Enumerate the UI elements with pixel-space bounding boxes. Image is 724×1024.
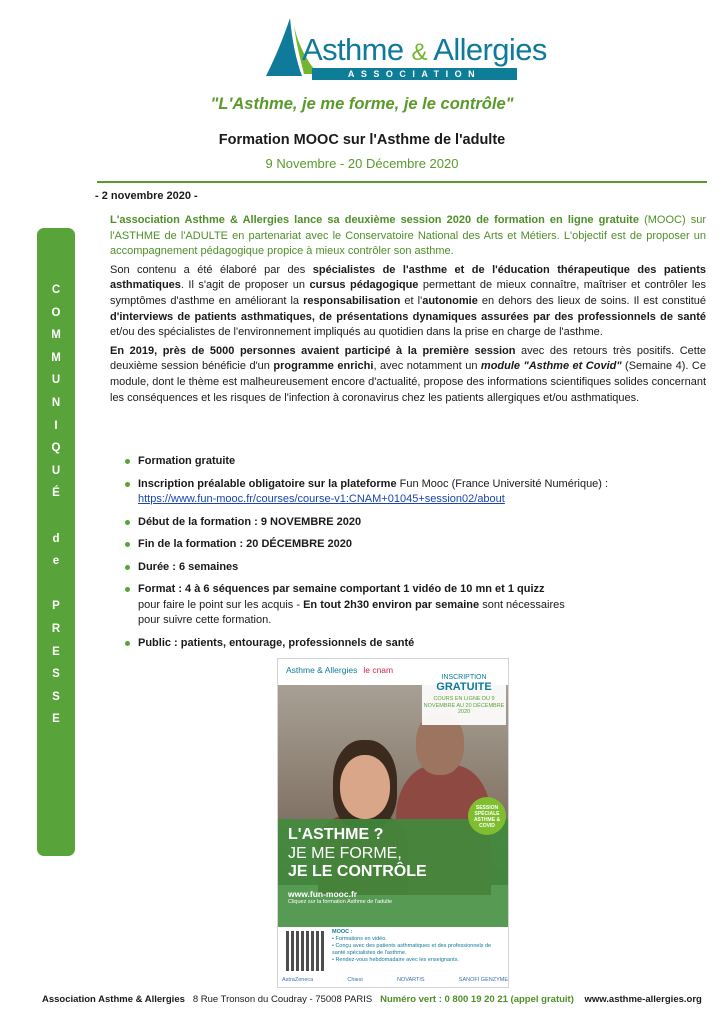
document-subtitle: Formation MOOC sur l'Asthme de l'adulte [218,132,506,148]
sidebar-letter: U [51,464,61,477]
sidebar-letter: S [52,668,60,681]
sidebar-letter: É [52,487,60,500]
page-footer: Association Asthme & Allergies 8 Rue Tronson du Coudray - 75008 PARIS Numéro vert : 0 800 19 20 21 (appel gratuit) www.asthme-allergies.org [42,994,702,1005]
content-paragraph: Son contenu a été élaboré par des spécialistes de l'asthme et de l'éducation thérapeutique des patients asthmatiques. Il s'agit de proposer un cursus pédagogique permettant de mieux connaître, maîtriser et contrôler les symptômes d'asthme en améliorant la responsabilisation et l'autonomie en dehors des lieux de soins. Il est constitué d'interviews de patients asthmatiques, de présentations dynamiques assurées par des professionnels de santé et/ou des spécialistes de l'environnement impliqués au quotidien dans la prise en charge de l'asthme. [110,263,706,339]
logo-name: Asthme & Allergies [302,32,547,67]
association-logo [262,16,547,84]
poster-registration-box: INSCRIPTION GRATUITE COURS EN LIGNE DU 9 NOVEMBRE AU 20 DÉCEMBRE 2020 [422,669,506,725]
list-item: Formation gratuite [125,454,710,470]
sidebar-letter: d [52,532,60,545]
course-dates: 9 Novembre - 20 Décembre 2020 [265,156,459,171]
sidebar-letter: M [51,351,61,364]
sidebar-letter: Q [51,442,61,455]
qr-code-icon [286,931,326,971]
sidebar-letter: E [52,713,60,726]
list-item: Format : 4 à 6 séquences par semaine comportant 1 vidéo de 10 mn et 1 quizz pour faire le point sur les acquis - En tout 2h30 environ par semaine sont nécessaires pour suivre cette formation. [125,582,710,629]
poster-partners: AstraZeneca Chiesi NOVARTIS SANOFI GENZYME [282,977,508,983]
course-details-list [125,454,710,658]
sidebar-letter: P [52,600,60,613]
session-paragraph: En 2019, près de 5000 personnes avaient participé à la première session avec des retours très positifs. Cette deuxième session bénéficie d'un programme enrichi, avec notamment un module "Asthme et Covid" (Semaine 4). Ce module, dont le thème est malheureusement encore d'actualité, propose des informations scientifiques solides concernant les conséquences et les risques de l'infection à coronavirus chez les patients allergiques et/ou asthmatiques. [110,344,706,404]
logo-tagline: ASSOCIATION [312,68,517,80]
sidebar-letter: U [51,374,61,387]
list-item: Public : patients, entourage, professionnels de santé [125,636,710,652]
poster-title-panel: L'ASTHME ? JE ME FORME, JE LE CONTRÔLE www.fun-mooc.fr Cliquez sur la formation Asthme de l'adulte [278,819,509,927]
list-item: Inscription préalable obligatoire sur la plateforme Fun Mooc (France Université Numérique) : https://www.fun-mooc.fr/courses/course-v1:CNAM+01045+session02/about [125,477,710,508]
sidebar-letter: R [51,622,61,635]
sidebar-spacer [37,578,75,601]
sidebar-spacer [37,510,75,533]
sidebar-letter: E [52,645,60,658]
poster-footer [278,927,509,988]
website-link[interactable]: www.asthme-allergies.org [584,994,702,1005]
poster-mooc-info: MOOC : • Formations en vidéo. • Conçu avec des patients asthmatiques et des professionnels de santé spécialistes de l'asthme. • Rendez-vous hebdomadaire avec les enseignants. [332,929,492,963]
list-item: Fin de la formation : 20 DÉCEMBRE 2020 [125,537,710,553]
poster-logos: Asthme & Allergies le cnam [286,665,394,675]
registration-link[interactable]: https://www.fun-mooc.fr/courses/course-v1:CNAM+01045+session02/about [138,493,505,505]
sidebar-letter: I [54,419,58,432]
list-item: Début de la formation : 9 NOVEMBRE 2020 [125,515,710,531]
headline-quote: "L'Asthme, je me forme, je le contrôle" [210,95,514,113]
header-divider [97,181,707,183]
press-release-body [110,213,706,409]
communique-de-presse-sidebar [37,228,75,856]
mooc-poster [277,658,509,988]
sidebar-letter: e [52,555,60,568]
press-release-date: - 2 novembre 2020 - [95,190,198,202]
list-item: Durée : 6 semaines [125,560,710,576]
sidebar-letter: S [52,690,60,703]
sidebar-letter: C [51,284,61,296]
sidebar-letter: M [51,329,61,342]
intro-paragraph: L'association Asthme & Allergies lance sa deuxième session 2020 de formation en ligne gratuite (MOOC) sur l'ASTHME de l'ADULTE en partenariat avec le Conservatoire National des Arts et Métiers. L'objectif est de proposer un accompagnement pédagogique propice à mieux contrôler son asthme. [110,214,707,258]
sidebar-letter: O [51,306,61,319]
poster-covid-badge: SESSION SPÉCIALE ASTHME & COVID [468,797,506,835]
sidebar-letter: N [51,396,61,409]
